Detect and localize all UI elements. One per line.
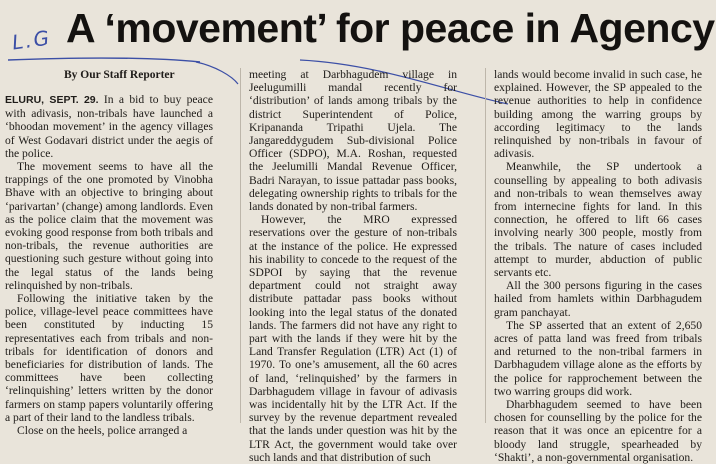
column-3: [494, 68, 702, 464]
dateline: ELURU, SEPT. 29.: [5, 94, 99, 106]
paragraph: All the 300 persons figuring in the cases hailed from hamlets within Darbhagudem gram panchayat.: [494, 279, 702, 319]
column-1: [5, 93, 213, 437]
paragraph: The SP asserted that an extent of 2,650 acres of patta land was freed from tribals and returned to the non-tribal farmers in Darbhagudem village alone as the efforts by the police for rapprochement between the two warring groups did work.: [494, 318, 702, 398]
paragraph: The movement seems to have all the trappings of the one promoted by Vinobha Bhave with an objective to bringing about ‘parivartan’ (change) among landlords. Even as the police claim that the movement was evoking good response from both tribals and non-tribals, the revenue authorities are questioning such gesture without going into the legal status of the lands being relinquished by non-tribals.: [5, 160, 213, 292]
column-rule: [240, 68, 241, 423]
handwritten-mark: L.G: [10, 25, 53, 55]
paragraph: In a bid to buy peace with adivasis, non-tribals have launched a ‘bhoodan movement’ in the agency villages of West Godavari district under the aegis of the police.: [5, 93, 213, 160]
paragraph: meeting at Darbhagudem village in Jeelugumilli mandal recently for ‘distribution’ of lands among tribals by the district Superintendent of Police, Kripananda Tripathi Ujela. The Jangareddygudem Sub-divisional Police Officer (SDPO), M.A. Roshan, requested the Jeelumilli Mandal Revenue Officer, Badri Narayan, to issue pattadar pass books, delegating ownership rights to tribals for the lands donated by non-tribal farmers.: [249, 68, 457, 214]
paragraph: Dharbhagudem seemed to have been chosen for counselling by the police for the reason that it was once an epicentre for a bloody land struggle, spearheaded by ‘Shakti’, a non-governmental organisation.: [494, 398, 702, 464]
byline: By Our Staff Reporter: [64, 69, 175, 81]
column-rule: [485, 68, 486, 423]
paragraph: lands would become invalid in such case, he explained. However, the SP appealed to the revenue authorities to help in confidence building among the warring groups by according legitimacy to the lands relinquished by non-tribals in favour of adivasis.: [494, 68, 702, 161]
column-2: [249, 68, 457, 464]
paragraph: Following the initiative taken by the police, village-level peace committees have been constituted by inducting 15 representatives each from tribals and non-tribals for identification of donors and beneficiaries for distribution of lands. The committees have been collecting ‘relinquishing’ letters written by the donor farmers on stamp papers voluntarily offering a part of their land to the landless tribals.: [5, 292, 213, 424]
headline: A ‘movement’ for peace in Agency: [66, 5, 715, 51]
paragraph: However, the MRO expressed reservations over the gesture of non-tribals at the instance of the police. He expressed his inability to concede to the request of the SDPOI by saying that the revenue department could not straight away distribute pattadar pass books without looking into the legal status of the donated lands. The farmers did not have any right to part with the lands if they were hit by the Land Transfer Regulation (LTR) Act (1) of 1970. To one’s amusement, all the 60 acres of land, ‘relinquished’ by the farmers in Darbhagudem village in favour of adivasis was incidentally hit by the LTR Act. If the survey by the revenue department revealed that the lands under question was hit by the LTR Act, the government would take over such lands and that distribution of such: [249, 213, 457, 464]
paragraph: Close on the heels, police arranged a: [17, 424, 188, 438]
paragraph: Meanwhile, the SP undertook a counselling by appealing to both adivasis and non-tribals to wean themselves away from internecine fights for land. In this connection, he offered to lift 66 cases involving nearly 300 people, mostly from the tribals. The nature of cases included attempt to murder, abduction of public servants etc.: [494, 160, 702, 280]
